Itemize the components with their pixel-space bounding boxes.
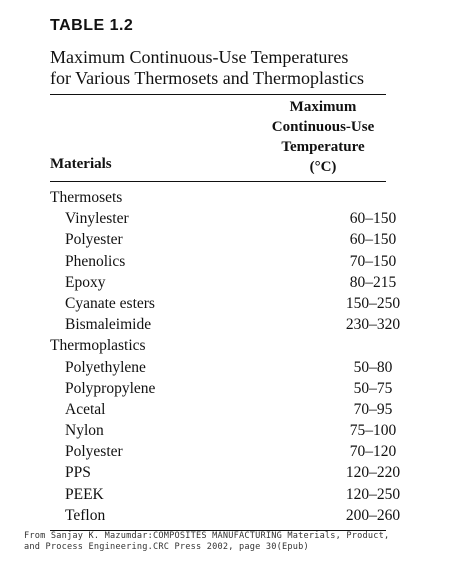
- row-temperature: 120–220: [345, 464, 401, 482]
- row-material: Polyethylene: [65, 358, 146, 376]
- table-row: [50, 357, 393, 378]
- caption-line-2: for Various Thermosets and Thermoplastics: [50, 68, 364, 88]
- row-temperature: 50–80: [353, 358, 393, 376]
- row-material: Polypropylene: [65, 379, 156, 397]
- row-material: Bismaleimide: [65, 316, 152, 334]
- row-material: PPS: [65, 464, 91, 482]
- source-citation: [24, 531, 469, 553]
- table-row: [50, 462, 401, 483]
- temp-header-line-2: Continuous-Use: [271, 119, 375, 135]
- row-temperature: 70–120: [349, 443, 397, 461]
- table-row: [50, 293, 401, 314]
- table-row: [50, 229, 397, 250]
- table-row: [50, 484, 401, 505]
- caption-line-1: Maximum Continuous-Use Temperatures: [50, 47, 349, 67]
- row-temperature: 70–95: [353, 400, 393, 418]
- row-material: Vinylester: [65, 210, 129, 228]
- table-row: [50, 378, 393, 399]
- table-row: [50, 272, 397, 293]
- materials-column-header: Materials: [50, 156, 112, 172]
- row-material: Phenolics: [65, 252, 126, 270]
- row-material: Polyester: [65, 443, 123, 461]
- row-material: Epoxy: [65, 273, 106, 291]
- table-row: [50, 314, 401, 335]
- table-body: [50, 187, 401, 526]
- table-row: [50, 208, 397, 229]
- row-temperature: 60–150: [349, 210, 397, 228]
- table-label: TABLE 1.2: [50, 17, 134, 34]
- table-row: [50, 441, 397, 462]
- row-temperature: 80–215: [349, 273, 397, 291]
- row-temperature: 75–100: [349, 422, 397, 440]
- row-material: Teflon: [65, 506, 106, 524]
- temp-header-line-4: (°C): [309, 159, 337, 175]
- table-row: [50, 505, 401, 526]
- row-material: Cyanate esters: [65, 294, 155, 312]
- group-row-thermoplastics: [50, 335, 386, 356]
- row-temperature: 50–75: [353, 379, 393, 397]
- citation-line-1: From Sanjay K. Mazumdar:COMPOSITES MANUFACTURING Materials, Product,: [24, 531, 390, 541]
- row-material: Acetal: [65, 400, 106, 418]
- table-row: [50, 399, 393, 420]
- top-rule: [50, 94, 386, 95]
- row-temperature: 230–320: [345, 316, 401, 334]
- table-row: [50, 420, 397, 441]
- group-row-thermosets: [50, 187, 386, 208]
- temperature-column-header: [260, 97, 386, 177]
- row-material: Polyester: [65, 231, 123, 249]
- header-rule: [50, 181, 386, 182]
- temp-header-line-1: Maximum: [289, 99, 357, 115]
- row-temperature: 120–250: [345, 485, 401, 503]
- temp-header-line-3: Temperature: [281, 139, 365, 155]
- row-material: PEEK: [65, 485, 104, 503]
- row-temperature: 70–150: [349, 252, 397, 270]
- table-caption: [50, 47, 410, 89]
- row-material: Thermosets: [50, 189, 123, 206]
- row-temperature: 200–260: [345, 506, 401, 524]
- row-material: Thermoplastics: [50, 337, 146, 355]
- citation-line-2: and Process Engineering.CRC Press 2002, page 30(Epub): [24, 542, 309, 552]
- table-row: [50, 251, 397, 272]
- row-temperature: 60–150: [349, 231, 397, 249]
- row-temperature: 150–250: [345, 294, 401, 312]
- row-material: Nylon: [65, 422, 104, 440]
